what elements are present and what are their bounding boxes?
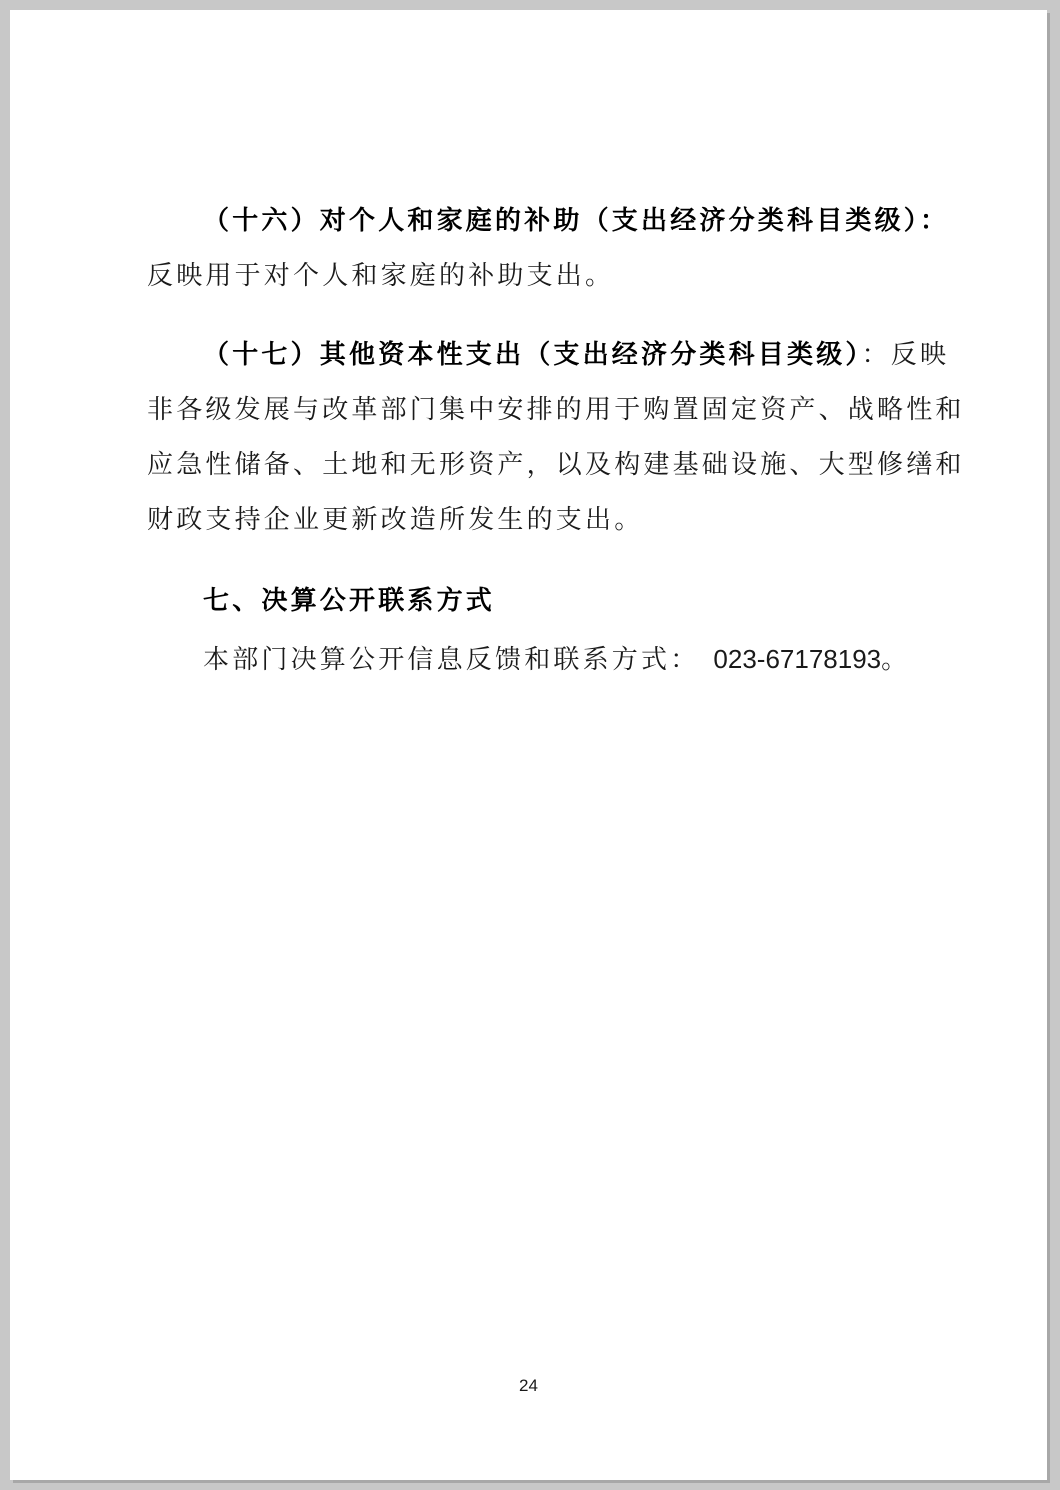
section-16-body: 反映用于对个人和家庭的补助支出。	[147, 261, 615, 291]
section-7-contact-line	[203, 646, 910, 673]
section-17-heading: （十七）其他资本性支出（支出经济分类科目类级）	[203, 340, 862, 370]
contact-label: 本部门决算公开信息反馈和联系方式：	[203, 645, 700, 675]
section-7-heading: 七、决算公开联系方式	[203, 586, 496, 616]
section-17-body-start: ：反映	[861, 340, 950, 370]
section-16-heading: （十六）对个人和家庭的补助（支出经济分类科目类级）：	[203, 206, 950, 236]
section-17-first-line	[203, 342, 949, 368]
section-17-body-line: 非各级发展与改革部门集中安排的用于购置固定资产、战略性和	[147, 395, 965, 425]
page-number: 24	[519, 1376, 538, 1395]
contact-phone: 023-67178193	[713, 644, 882, 674]
section-17-body-line: 财政支持企业更新改造所发生的支出。	[147, 505, 644, 535]
document-page	[10, 10, 1047, 1480]
contact-end: 。	[881, 645, 911, 675]
section-17-body-line: 应急性储备、土地和无形资产，以及构建基础设施、大型修缮和	[147, 450, 965, 480]
